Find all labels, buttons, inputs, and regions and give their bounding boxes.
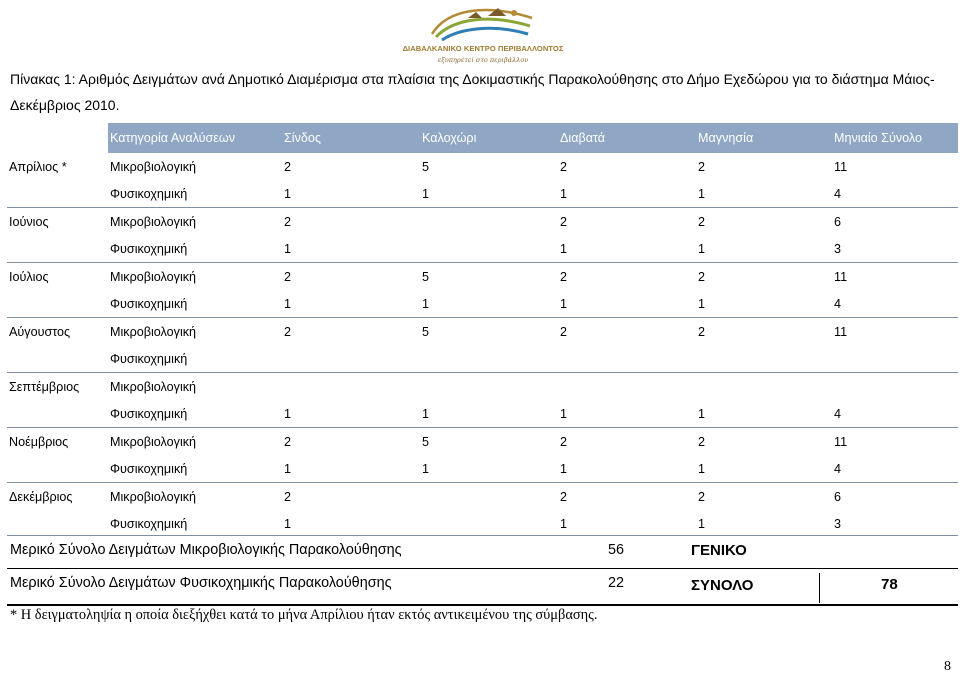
grand-total-label-2: ΣΥΝΟΛΟ xyxy=(691,577,754,594)
sindos-cell: 1 xyxy=(284,241,292,256)
month-cell: Απρίλιος * xyxy=(9,159,67,174)
kalochori-cell: 1 xyxy=(422,461,430,476)
diavata-cell: 1 xyxy=(560,461,568,476)
summary-bottom-rule xyxy=(7,604,958,606)
category-cell: Φυσικοχημική xyxy=(110,351,188,366)
month-cell: Νοέμβριος xyxy=(7,428,108,456)
kalochori-cell: 1 xyxy=(422,296,430,311)
table-row xyxy=(7,208,958,236)
category-cell: Μικροβιολογική xyxy=(108,208,282,236)
magnisia-cell: 1 xyxy=(698,296,706,311)
physchem-summary-value: 22 xyxy=(608,575,625,591)
diavata-cell: 1 xyxy=(560,241,568,256)
table-row xyxy=(7,510,958,537)
total-cell: 3 xyxy=(834,241,842,256)
table-row xyxy=(7,235,958,263)
month-cell xyxy=(7,180,108,208)
category-cell: Φυσικοχημική xyxy=(110,241,188,256)
sindos-cell: 2 xyxy=(282,263,420,291)
table-row xyxy=(7,428,958,456)
kalochori-cell: 5 xyxy=(420,428,558,456)
kalochori-cell: 5 xyxy=(420,263,558,291)
grand-total-value: 78 xyxy=(881,576,898,593)
diavata-cell: 1 xyxy=(560,516,568,531)
month-cell xyxy=(7,510,108,537)
micro-summary-label: Μερικό Σύνολο Δειγμάτων Μικροβιολογικής Παρακολούθησης xyxy=(10,542,402,558)
diavata-cell xyxy=(558,373,696,401)
category-cell: Φυσικοχημική xyxy=(110,516,188,531)
sindos-cell: 1 xyxy=(284,406,292,421)
kalochori-cell: 5 xyxy=(422,159,430,174)
category-cell: Μικροβιολογική xyxy=(108,318,282,346)
magnisia-cell xyxy=(696,345,832,373)
category-cell: Φυσικοχημική xyxy=(110,406,188,421)
month-cell: Σεπτέμβριος xyxy=(7,373,108,401)
summary-divider xyxy=(819,573,820,603)
table-row xyxy=(7,180,958,208)
table-row xyxy=(7,345,958,373)
header-kalochori: Καλοχώρι xyxy=(420,123,558,153)
header-blank-cell xyxy=(7,123,108,153)
sindos-cell xyxy=(282,373,420,401)
month-cell: Ιούνιος xyxy=(7,208,108,236)
magnisia-cell: 1 xyxy=(698,406,706,421)
month-cell xyxy=(7,345,108,373)
kalochori-cell: 1 xyxy=(422,406,430,421)
header-diavata: Διαβατά xyxy=(558,123,696,153)
diavata-cell: 1 xyxy=(560,186,568,201)
total-cell: 3 xyxy=(834,516,842,531)
sindos-cell: 2 xyxy=(284,159,292,174)
sindos-cell: 2 xyxy=(282,483,420,511)
diavata-cell: 2 xyxy=(558,428,696,456)
category-cell: Μικροβιολογική xyxy=(108,373,282,401)
magnisia-cell: 1 xyxy=(698,516,706,531)
summary-block xyxy=(7,535,958,606)
diavata-cell: 2 xyxy=(558,263,696,291)
diavata-cell: 1 xyxy=(560,296,568,311)
logo-subtitle: εξυπηρετεί στο περιβάλλον xyxy=(437,56,529,64)
magnisia-cell: 2 xyxy=(696,318,832,346)
table-row xyxy=(7,400,958,428)
physchem-summary-row xyxy=(7,568,958,603)
sindos-cell: 1 xyxy=(284,296,292,311)
kalochori-cell xyxy=(420,483,558,511)
month-cell xyxy=(7,455,108,483)
magnisia-cell xyxy=(696,373,832,401)
grand-total-label-1: ΓΕΝΙΚΟ xyxy=(691,542,747,559)
total-cell: 11 xyxy=(832,428,958,456)
total-cell xyxy=(832,373,958,401)
month-cell: Ιούλιος xyxy=(7,263,108,291)
logo-title: ΔΙΑΒΑΛΚΑΝΙΚΟ ΚΕΝΤΡΟ ΠΕΡΙΒΑΛΛΟΝΤΟΣ xyxy=(402,44,564,53)
header-sindos: Σίνδος xyxy=(282,123,420,153)
diavata-cell: 2 xyxy=(558,208,696,236)
category-cell: Φυσικοχημική xyxy=(110,461,188,476)
kalochori-cell xyxy=(420,208,558,236)
table-row xyxy=(7,290,958,318)
magnisia-cell: 2 xyxy=(696,263,832,291)
diavata-cell: 1 xyxy=(560,406,568,421)
total-cell: 4 xyxy=(834,186,842,201)
micro-summary-row xyxy=(7,535,958,568)
diavata-cell: 2 xyxy=(558,483,696,511)
kalochori-cell xyxy=(420,345,558,373)
category-cell: Μικροβιολογική xyxy=(108,263,282,291)
table-row xyxy=(7,483,958,511)
kalochori-cell xyxy=(420,373,558,401)
kalochori-cell: 5 xyxy=(420,318,558,346)
header-category: Κατηγορία Αναλύσεων xyxy=(108,123,282,153)
total-cell: 11 xyxy=(834,159,848,174)
total-cell xyxy=(832,345,958,373)
table-row xyxy=(7,373,958,401)
total-cell: 4 xyxy=(834,296,842,311)
header-monthly-total: Μηνιαίο Σύνολο xyxy=(832,123,958,153)
sindos-cell: 1 xyxy=(284,461,292,476)
sindos-cell: 1 xyxy=(284,516,292,531)
table-row xyxy=(7,455,958,483)
magnisia-cell: 1 xyxy=(698,461,706,476)
total-cell: 4 xyxy=(834,461,842,476)
diavata-cell xyxy=(558,345,696,373)
kalochori-cell: 1 xyxy=(422,186,430,201)
table-caption: Πίνακας 1: Αριθμός Δειγμάτων ανά Δημοτικό Διαμέρισμα στα πλαίσια της Δοκιμαστικής Παρακολούθησης στο Δήμο Εχεδώρου για το διάστημα Μάιος-Δεκέμβριος 2010. xyxy=(10,71,935,113)
sindos-cell: 2 xyxy=(282,428,420,456)
sindos-cell: 1 xyxy=(284,186,292,201)
magnisia-cell: 2 xyxy=(698,159,706,174)
sindos-cell: 2 xyxy=(282,208,420,236)
table-header-row xyxy=(7,123,958,153)
total-cell: 6 xyxy=(832,483,958,511)
header-magnisia: Μαγνησία xyxy=(696,123,832,153)
category-cell: Μικροβιολογική xyxy=(108,483,282,511)
total-cell: 11 xyxy=(832,318,958,346)
magnisia-cell: 2 xyxy=(696,208,832,236)
sindos-cell: 2 xyxy=(282,318,420,346)
total-cell: 11 xyxy=(832,263,958,291)
magnisia-cell: 1 xyxy=(698,241,706,256)
kalochori-cell xyxy=(420,510,558,537)
magnisia-cell: 2 xyxy=(696,428,832,456)
month-cell xyxy=(7,235,108,263)
physchem-summary-label: Μερικό Σύνολο Δειγμάτων Φυσικοχημικής Παρακολούθησης xyxy=(10,575,392,591)
diavata-cell: 2 xyxy=(558,318,696,346)
magnisia-cell: 2 xyxy=(696,483,832,511)
footnote: * Η δειγματοληψία η οποία διεξήχθει κατά το μήνα Απρίλιου ήταν εκτός αντικειμένου της σύμβασης. xyxy=(10,607,598,623)
diavata-cell: 2 xyxy=(560,159,568,174)
kalochori-cell xyxy=(420,235,558,263)
sindos-cell xyxy=(282,345,420,373)
table-row xyxy=(7,318,958,346)
table-row xyxy=(7,153,958,180)
month-cell: Δεκέμβριος xyxy=(7,483,108,511)
category-cell: Μικροβιολογική xyxy=(108,428,282,456)
logo-emblem-icon xyxy=(428,4,538,44)
category-cell: Φυσικοχημική xyxy=(110,296,188,311)
month-cell xyxy=(7,290,108,318)
month-cell xyxy=(7,400,108,428)
micro-summary-value: 56 xyxy=(608,542,625,558)
magnisia-cell: 1 xyxy=(698,186,706,201)
category-cell: Μικροβιολογική xyxy=(110,159,197,174)
samples-table xyxy=(7,123,958,537)
month-cell: Αύγουστος xyxy=(7,318,108,346)
organization-logo xyxy=(388,4,578,66)
page-number: 8 xyxy=(944,659,951,674)
table-row xyxy=(7,263,958,291)
total-cell: 6 xyxy=(832,208,958,236)
total-cell: 4 xyxy=(834,406,842,421)
category-cell: Φυσικοχημική xyxy=(110,186,188,201)
